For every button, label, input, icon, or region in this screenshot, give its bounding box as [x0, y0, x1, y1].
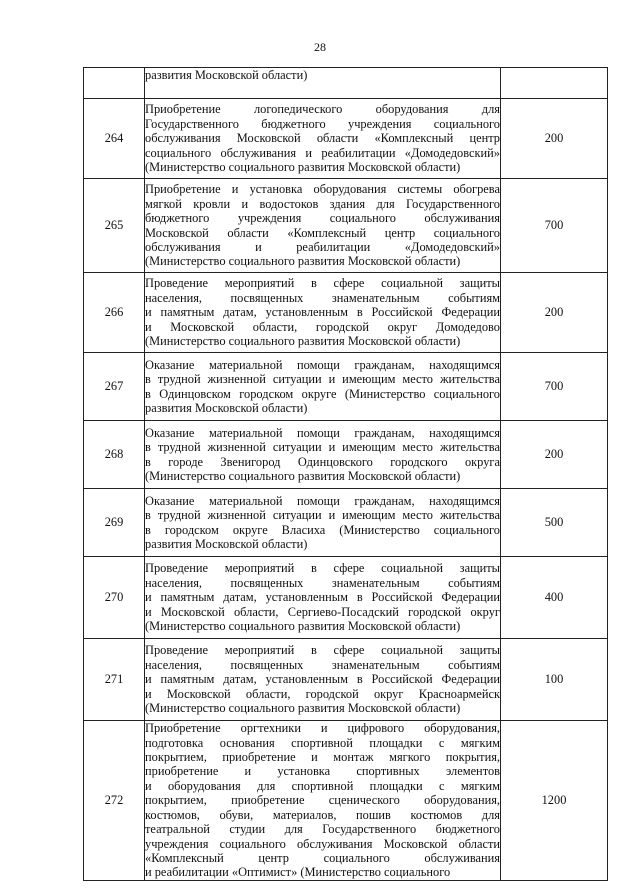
row-amount: 100 [501, 639, 608, 721]
table-row [84, 489, 608, 557]
row-number [84, 68, 145, 99]
description-line: покрытием, приобретение сценического оборудования, [145, 793, 500, 808]
row-number: 266 [84, 273, 145, 353]
description-line: развития Московской области) [145, 400, 308, 415]
description-line: и памятным датам, установленным в Российской Федерации [145, 305, 500, 320]
description-line: костюмов, обуви, материалов, пошив костюмов для [145, 807, 500, 822]
description-line: Оказание материальной помощи гражданам, находящимся [145, 425, 500, 440]
description-line: Приобретение логопедического оборудования для [145, 102, 500, 117]
description-line: населения, посвященных знаменательным событиям [145, 657, 500, 672]
description-line: и памятным датам, установленным в Российской Федерации [145, 672, 500, 687]
description-line: и реабилитации «Оптимист» (Министерство социального [145, 865, 451, 880]
row-description [145, 273, 501, 353]
row-number: 271 [84, 639, 145, 721]
row-amount: 200 [501, 99, 608, 179]
row-amount: 400 [501, 557, 608, 639]
row-description [145, 421, 501, 489]
row-number: 270 [84, 557, 145, 639]
table-row [84, 99, 608, 179]
description-line: Приобретение и установка оборудования системы обогрева [145, 182, 500, 197]
description-line: бюджетного учреждения социального обслуживания [145, 211, 500, 226]
description-line: и оборудования для спортивной площадки с мягким [145, 778, 500, 793]
description-line: (Министерство социального развития Московской области) [145, 160, 461, 175]
description-line: в трудной жизненной ситуации и имеющим место жительства [145, 508, 500, 523]
description-line: развития Московской области) [145, 536, 308, 551]
description-line: мягкой кровли и водостоков здания для Государственного [145, 196, 500, 211]
description-line: в трудной жизненной ситуации и имеющим место жительства [145, 440, 500, 455]
row-amount: 500 [501, 489, 608, 557]
description-line: (Министерство социального развития Московской области) [145, 701, 461, 716]
description-line: населения, посвященных знаменательным событиям [145, 290, 500, 305]
description-line: и Московской области, городской округ Красноармейск [145, 686, 500, 701]
description-line: (Министерство социального развития Московской области) [145, 254, 461, 269]
description-line: Государственного бюджетного учреждения социального [145, 116, 500, 131]
description-line: (Министерство социального развития Московской области) [145, 468, 461, 483]
row-number: 268 [84, 421, 145, 489]
table-row-continuation [84, 68, 608, 99]
row-amount: 700 [501, 353, 608, 421]
description-line: Проведение мероприятий в сфере социальной защиты [145, 643, 500, 658]
description-line: в трудной жизненной ситуации и имеющим место жительства [145, 372, 500, 387]
row-amount: 1200 [501, 721, 608, 881]
row-description [145, 68, 501, 99]
description-line: в городе Звенигород Одинцовского городского округа [145, 454, 500, 469]
description-line: «Комплексный центр социального обслуживания [145, 850, 500, 865]
row-description [145, 557, 501, 639]
row-description [145, 489, 501, 557]
description-line: Проведение мероприятий в сфере социальной защиты [145, 276, 500, 291]
row-description [145, 99, 501, 179]
description-line: населения, посвященных знаменательным событиям [145, 575, 500, 590]
row-amount: 200 [501, 273, 608, 353]
row-number: 264 [84, 99, 145, 179]
description-line: развития Московской области) [145, 68, 308, 82]
description-line: в Одинцовском городском округе (Министерство социального [145, 386, 500, 401]
table-row [84, 721, 608, 881]
row-description [145, 639, 501, 721]
page-number: 28 [314, 40, 326, 54]
description-line: в городском округе Власиха (Министерство социального [145, 522, 500, 537]
row-description [145, 353, 501, 421]
description-line: подготовка основания спортивной площадки с мягким [145, 735, 500, 750]
row-description [145, 179, 501, 273]
table-row [84, 421, 608, 489]
description-line: покрытием, приобретение и монтаж мягкого покрытия, [145, 750, 500, 765]
table-row [84, 639, 608, 721]
table-row [84, 353, 608, 421]
description-line: учреждения социального обслуживания Московской области [145, 836, 500, 851]
description-line: Оказание материальной помощи гражданам, находящимся [145, 493, 500, 508]
row-description [145, 721, 501, 881]
description-line: приобретение и установка спортивных элементов [145, 764, 500, 779]
description-line: обслуживания и реабилитации «Домодедовский» [145, 239, 500, 254]
description-line: социального обслуживания и реабилитации «Домодедовский» [145, 145, 500, 160]
description-line: Приобретение оргтехники и цифрового оборудования, [145, 721, 500, 736]
table-row [84, 179, 608, 273]
description-line: Московской области «Комплексный центр социального [145, 225, 500, 240]
description-line: и памятным датам, установленным в Российской Федерации [145, 590, 500, 605]
description-line: и Московской области, Сергиево-Посадский городской округ [145, 604, 500, 619]
description-line: театральной студии для Государственного бюджетного [145, 822, 500, 837]
row-amount: 700 [501, 179, 608, 273]
table-row [84, 557, 608, 639]
row-amount: 200 [501, 421, 608, 489]
description-line: (Министерство социального развития Московской области) [145, 334, 461, 349]
row-number: 267 [84, 353, 145, 421]
description-line: (Министерство социального развития Московской области) [145, 619, 461, 634]
row-number: 265 [84, 179, 145, 273]
description-line: Проведение мероприятий в сфере социальной защиты [145, 561, 500, 576]
description-line: обслуживания Московской области «Комплексный центр [145, 131, 500, 146]
description-line: и Московской области, городской округ Домодедово [145, 319, 500, 334]
table-row [84, 273, 608, 353]
row-number: 272 [84, 721, 145, 881]
row-amount [501, 68, 608, 99]
description-line: Оказание материальной помощи гражданам, находящимся [145, 357, 500, 372]
budget-table [83, 67, 608, 881]
row-number: 269 [84, 489, 145, 557]
